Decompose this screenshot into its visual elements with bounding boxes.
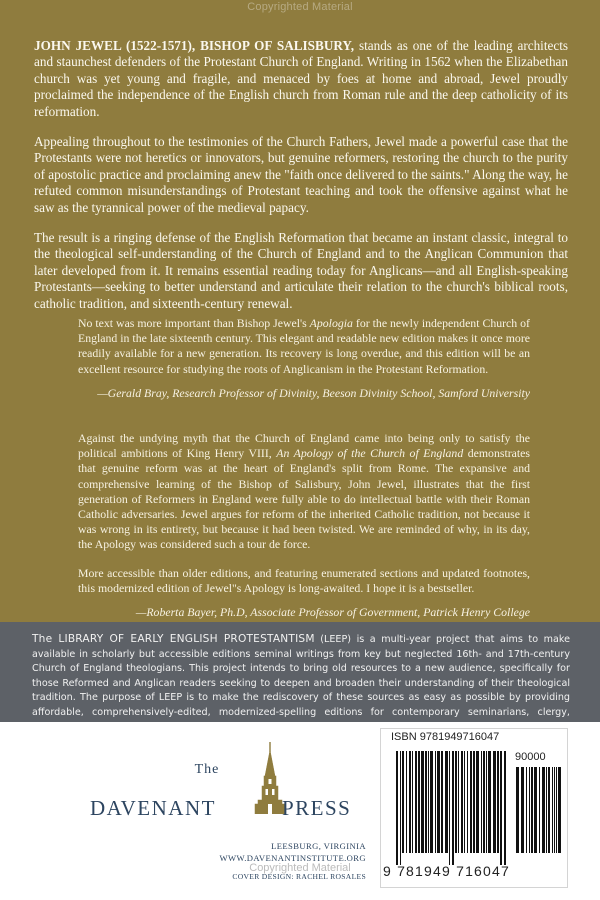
series-info-band <box>0 622 600 722</box>
watermark-top: Copyrighted Material <box>247 1 353 13</box>
barcode-bar <box>435 751 436 853</box>
description-paragraph-1 <box>34 38 568 120</box>
quote-1-italic-title: Apologia <box>309 316 353 330</box>
barcode-bar <box>476 751 479 853</box>
publisher-address <box>190 840 366 864</box>
barcode-bar <box>418 751 420 853</box>
barcode-bar <box>539 767 540 853</box>
endorsements <box>78 316 530 635</box>
quote-1-text-b: for the newly independent Church of England in the late sixteenth century. This elegant and readable new edition makes it once more readily available for a new generation. Its recovery is long overdue, and this edition will be an excellent resource for studying the roots of Anglicanism in the Protestant Reformation. <box>78 316 530 376</box>
barcode-bar <box>529 767 530 853</box>
barcode-bar <box>473 751 475 853</box>
barcode-bar <box>483 751 485 853</box>
barcode-bar <box>428 751 429 853</box>
barcode-bar <box>542 767 545 853</box>
barcode-bar <box>486 751 487 853</box>
isbn-label: ISBN 9781949716047 <box>391 731 500 743</box>
endorsement-quote-2 <box>78 431 530 553</box>
barcode-bar <box>458 751 459 853</box>
barcode-bar <box>470 751 472 853</box>
barcode-bar <box>531 767 533 853</box>
barcode-bar <box>430 751 433 853</box>
barcode-bar <box>412 751 413 853</box>
publisher-website: WWW.DAVENANTINSTITUTE.ORG <box>219 853 366 863</box>
barcode-bar <box>445 751 448 853</box>
publisher-location: LEESBURG, VIRGINIA <box>271 841 366 851</box>
barcode-bar <box>449 751 450 865</box>
endorsement-attribution-1: —Gerald Bray, Research Professor of Divinity, Beeson Divinity School, Samford University <box>97 385 530 400</box>
barcode-digits: 9 781949 716047 <box>383 863 510 879</box>
quote-2-text-a: Against the undying myth that the Church of England came into being only to satisfy the political ambitions of King Henry VIII, <box>78 431 530 461</box>
barcode-bar <box>493 751 496 853</box>
barcode-bar <box>415 751 417 853</box>
barcode-bar <box>554 767 555 853</box>
ean-barcode-bars <box>395 751 507 865</box>
barcode-bar <box>534 767 537 853</box>
barcode-bar <box>500 751 502 865</box>
series-description <box>32 632 570 735</box>
barcode-bar <box>556 767 557 853</box>
barcode-bar <box>396 751 398 865</box>
barcode-bar <box>406 751 407 853</box>
barcode-bar <box>402 751 404 853</box>
book-description <box>34 38 568 326</box>
barcode-bar <box>497 751 499 853</box>
cover-design-credit: COVER DESIGN: RACHEL ROSALES <box>232 872 366 881</box>
barcode-bar <box>425 751 427 853</box>
description-paragraph-2: Appealing throughout to the testimonies of the Church Fathers, Jewel made a powerful case that the Protestants were not heretics or innovators, but genuine reformers, restoring the church to the purity of apostolic practice and proclaiming anew the "faith once delivered to the saints." Along the way, he refuted common misunderstandings of Protestant teaching and took the offensive against what he saw as the tyrannical power of the medieval papacy. <box>34 134 568 215</box>
quote-2-italic-title: An Apology of the Church of England <box>276 446 464 461</box>
quote-1-text-a: No text was more important than Bishop Jewel's <box>78 316 310 330</box>
barcode-bar <box>481 751 482 853</box>
barcode-bar <box>558 767 561 853</box>
description-paragraph-1-text: stands as one of the leading architects and staunchest defenders of the Protestant Church of England. Writing in 1562 when the Elizabethan church was yet young and fragile, and menaced by foes at home and abroad, Jewel proudly proclaimed the independence of the English church from Roman rule and the deep catholicity of its reformation. <box>34 38 568 119</box>
barcode-bar <box>516 767 519 853</box>
barcode-bar <box>455 751 457 853</box>
description-paragraph-3: The result is a ringing defense of the English Reformation that became an instant classic, integral to the theological self-understanding of the Church of England and to the Anglican Communion that later developed from it. It remains essential reading today for Anglicans—and all English-speaking Protestants—seeking to better understand and articulate their relation to the church's biblical roots, catholic tradition, and sixteenth-century renewal. <box>34 230 568 311</box>
barcode-bar <box>467 751 468 853</box>
series-text: (LEEP) is a multi-year project that aims to make available in scholarly but accessible editions seminal writings from key but neglected 16th- and 17th-century Church of England theologians. This project intends to bring old resources to a new audience, specifically for those Reformed and Anglican readers seeking to deepen and broaden their understanding of their theological tradition. The purpose of LEEP is to make the rediscovery of these sources as easy as possible by providing affordable, comprehensively-edited, modernized-spelling editions for contemporary seminarians, clergy, <box>32 634 570 718</box>
watermark-bottom: Copyrighted Material <box>249 862 351 874</box>
description-lead: JOHN JEWEL (1522-1571), BISHOP OF SALISBURY, <box>34 38 355 53</box>
barcode-bar <box>548 767 550 853</box>
barcode-bar <box>437 751 440 853</box>
barcode-bar <box>488 751 491 853</box>
addon-barcode-bars <box>515 767 561 865</box>
barcode-bar <box>441 751 443 853</box>
publisher-name-right: PRESS <box>281 796 352 820</box>
barcode-bar <box>452 751 454 865</box>
series-lead: The LIBRARY OF EARLY ENGLISH PROTESTANTISM <box>32 633 315 645</box>
publisher-logo-name <box>90 796 358 821</box>
barcode-bar <box>400 751 401 865</box>
endorsement-attribution-2: —Roberta Bayer, Ph.D, Associate Professor of Government, Patrick Henry College <box>135 605 530 620</box>
price-code: 90000 <box>515 751 546 763</box>
barcode-bar <box>504 751 506 865</box>
barcode-bar <box>464 751 465 853</box>
endorsement-quote-2-continued: More accessible than older editions, and featuring enumerated sections and updated footnotes, this modernized edition of Jewel"s Apology is long-awaited. I hope it is a bestseller. <box>78 565 530 595</box>
barcode-bar <box>546 767 547 853</box>
barcode-bar <box>552 767 553 853</box>
quote-2-text-b: demonstrates that genuine reform was at the heart of England's split from Rome. The expansive and comprehensive learning of the Bishop of Salisbury, John Jewel, illustrates that the first generation of Reformers in England were fully able to do intellectual battle with their Roman Catholic adversaries. Jewel argues for reform of the inherited Catholic tradition, not because it was wrong in its entirety, but because it had been twisted. We are reminded of why, in its day, the Apology was considered such a tour de force. <box>78 446 530 552</box>
barcode-bar <box>521 767 524 853</box>
publisher-name-left: DAVENANT <box>90 796 216 820</box>
barcode-bar <box>409 751 411 853</box>
barcode-bar <box>461 751 463 853</box>
publisher-logo-the: The <box>194 762 220 777</box>
barcode-bar <box>526 767 527 853</box>
endorsement-quote-1 <box>78 316 530 377</box>
barcode-bar <box>421 751 424 853</box>
